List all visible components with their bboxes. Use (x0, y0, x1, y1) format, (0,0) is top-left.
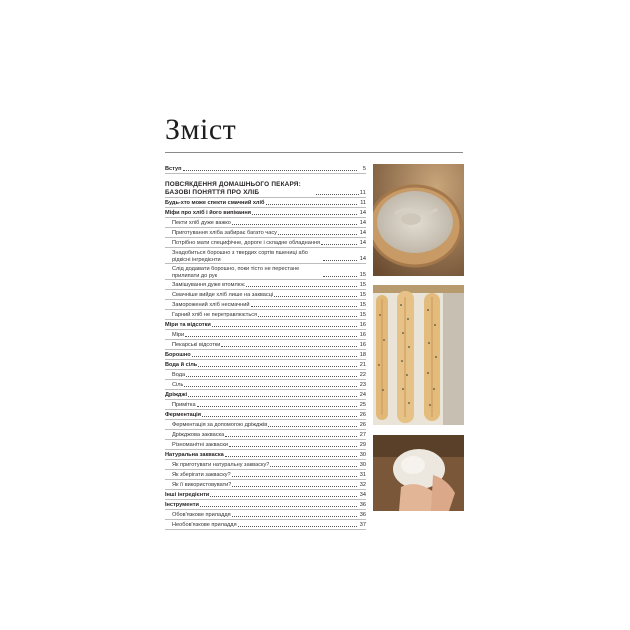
toc-entry-page: 16 (359, 322, 366, 328)
toc-entry[interactable] (165, 330, 366, 340)
toc-entry-page: 26 (359, 422, 366, 428)
leader-dots (268, 426, 357, 427)
toc-part-heading[interactable] (165, 180, 366, 198)
toc-list (165, 198, 366, 530)
toc-entry[interactable] (165, 264, 366, 280)
toc-entry-label: Потрібно мати специфічне, дороге і складне обладнання (172, 240, 321, 246)
toc-entry-label: Будь-хто може спекти смачний хліб (165, 200, 265, 206)
toc-entry-page: 16 (359, 342, 366, 348)
toc-entry[interactable] (165, 350, 366, 360)
toc-entry-label: Інструменти (165, 502, 199, 508)
toc-entry[interactable] (165, 360, 366, 370)
toc-entry-label: Необов'язкове приладдя (172, 522, 237, 528)
toc-entry-page: 15 (359, 292, 366, 298)
leader-dots (192, 356, 357, 357)
toc-entry-label: Дріжджова закваска (172, 432, 225, 438)
toc-entry[interactable] (165, 520, 366, 530)
leader-dots (202, 416, 357, 417)
toc-entry-page: 15 (359, 272, 366, 278)
toc-entry-page: 14 (359, 220, 366, 226)
leader-dots (185, 336, 357, 337)
toc-entry[interactable] (165, 280, 366, 290)
toc-entry-page: 25 (359, 402, 366, 408)
toc-entry-label: Заморожений хліб несмачний (172, 302, 250, 308)
toc-entry[interactable] (165, 208, 366, 218)
toc-entry-label: Пекарські відсотки (172, 342, 221, 348)
toc-entry[interactable] (165, 390, 366, 400)
toc-entry[interactable] (165, 470, 366, 480)
toc-entry-page: 18 (359, 352, 366, 358)
toc-entry[interactable] (165, 320, 366, 330)
toc-entry[interactable] (165, 450, 366, 460)
part-heading-label: ПОВСЯКДЕННЯ ДОМАШНЬОГО ПЕКАРЯ: БАЗОВІ ПОНЯТТЯ ПРО ХЛІБ (165, 181, 301, 196)
toc-entry-label: Дріжджі (165, 392, 187, 398)
toc-entry[interactable] (165, 510, 366, 520)
toc-entry-page: 15 (359, 282, 366, 288)
part-heading-page: 11 (359, 190, 366, 196)
toc-entry-label: Примітка (172, 402, 196, 408)
kneading-dough-photo (373, 435, 464, 511)
toc-entry-page: 21 (359, 362, 366, 368)
toc-entry-label: Інші інгредієнти (165, 492, 210, 498)
toc-entry-page: 36 (359, 512, 366, 518)
leader-dots (225, 456, 357, 457)
toc-entry[interactable] (165, 218, 366, 228)
toc-entry[interactable] (165, 290, 366, 300)
toc-entry-page: 34 (359, 492, 366, 498)
toc-entry[interactable] (165, 460, 366, 470)
toc-entry-page: 14 (359, 230, 366, 236)
leader-dots (200, 506, 357, 507)
leader-dots (266, 204, 358, 205)
toc-entry[interactable] (165, 410, 366, 420)
toc-entry[interactable] (165, 310, 366, 320)
toc-entry-page: 15 (359, 312, 366, 318)
leader-dots (278, 234, 357, 235)
toc-entry-label: Смачніше вийде хліб лише на заквасці (172, 292, 274, 298)
toc-entry-label: Міри та відсотки (165, 322, 211, 328)
toc-entry[interactable] (165, 198, 366, 208)
leader-dots (246, 286, 357, 287)
toc-entry-page: 32 (359, 482, 366, 488)
toc-entry[interactable] (165, 300, 366, 310)
toc-entry[interactable] (165, 228, 366, 238)
leader-dots (198, 366, 357, 367)
leader-dots (323, 260, 357, 261)
leader-dots (251, 306, 358, 307)
toc-entry-label: Замішування дуже втомлює (172, 282, 245, 288)
toc-entry-page: 26 (359, 412, 366, 418)
leader-dots (183, 170, 357, 171)
leader-dots (225, 436, 357, 437)
leader-dots (232, 224, 357, 225)
toc-entry-label: Пекти хліб дуже важко (172, 220, 231, 226)
leader-dots (210, 496, 357, 497)
toc-entry-page: 30 (359, 452, 366, 458)
leader-dots (270, 466, 357, 467)
toc-entry[interactable] (165, 370, 366, 380)
page-title: Зміст (165, 113, 237, 146)
toc-entry-page: 27 (359, 432, 366, 438)
leader-dots (232, 516, 357, 517)
toc-entry-label: Обов'язкове приладдя (172, 512, 231, 518)
toc-entry-label: Міфи про хліб і його випікання (165, 210, 252, 216)
toc-entry-page: 22 (359, 372, 366, 378)
toc-entry-page: 36 (359, 502, 366, 508)
toc-entry-page: 14 (359, 210, 366, 216)
leader-dots (252, 214, 357, 215)
toc-entry[interactable] (165, 420, 366, 430)
toc-entry-label: Слід додавати борошно, поки тісто не перестане прилипати до рук (172, 266, 300, 279)
leader-dots (212, 326, 357, 327)
toc-entry-page: 15 (359, 302, 366, 308)
toc-entry[interactable] (165, 430, 366, 440)
toc-entry-page: 5 (362, 166, 366, 172)
toc-entry-page: 24 (359, 392, 366, 398)
toc-entry[interactable] (165, 400, 366, 410)
toc-entry-intro[interactable] (165, 164, 366, 174)
leader-dots (258, 316, 357, 317)
leader-dots (232, 486, 357, 487)
toc-entry-page: 16 (359, 332, 366, 338)
leader-dots (321, 244, 357, 245)
seeded-breadsticks-photo (373, 285, 464, 425)
leader-dots (221, 346, 357, 347)
title-divider (165, 152, 463, 153)
leader-dots (316, 194, 359, 195)
leader-dots (188, 396, 357, 397)
toc-entry-page: 14 (359, 256, 366, 262)
leader-dots (238, 526, 357, 527)
toc-entry[interactable] (165, 248, 366, 264)
toc-entry[interactable] (165, 238, 366, 248)
toc-entry-page: 31 (359, 472, 366, 478)
toc-entry[interactable] (165, 440, 366, 450)
flour-bowl-photo (373, 164, 464, 276)
toc-entry-page: 23 (359, 382, 366, 388)
toc-entry-page: 14 (359, 240, 366, 246)
toc-entry-label: Як її використовувати? (172, 482, 232, 488)
toc-entry-label: Борошно (165, 352, 191, 358)
toc-entry[interactable] (165, 480, 366, 490)
toc-entry-page: 37 (359, 522, 366, 528)
toc-entry-label: Вода й сіль (165, 362, 198, 368)
toc-entry-label: Різноманітні закваски (172, 442, 228, 448)
toc-entry[interactable] (165, 490, 366, 500)
table-of-contents (165, 164, 366, 530)
toc-entry-label: Міри (172, 332, 185, 338)
toc-entry[interactable] (165, 380, 366, 390)
toc-entry-label: Вода (172, 372, 186, 378)
toc-entry-page: 11 (360, 200, 366, 206)
leader-dots (274, 296, 357, 297)
toc-entry-label: Ферментація (165, 412, 201, 418)
toc-entry-page: 30 (359, 462, 366, 468)
toc-entry-label: Сіль (172, 382, 184, 388)
toc-entry-page: 29 (359, 442, 366, 448)
toc-entry-label: Гарний хліб не перетравлюється (172, 312, 258, 318)
photo-column (373, 164, 464, 511)
toc-entry-label: Як приготувати натуральну закваску? (172, 462, 270, 468)
leader-dots (186, 376, 357, 377)
toc-entry-label: Приготування хліба забирає багато часу (172, 230, 277, 236)
leader-dots (323, 276, 357, 277)
leader-dots (197, 406, 357, 407)
toc-entry-label: Знадобиться борошно з твердих сортів пшениці або рідкісні інгредієнти (172, 250, 308, 263)
leader-dots (229, 446, 357, 447)
toc-entry[interactable] (165, 340, 366, 350)
toc-entry-label: Вступ (165, 166, 182, 172)
toc-entry-label: Як зберігати закваску? (172, 472, 231, 478)
toc-entry-label: Ферментація за допомогою дріжджів (172, 422, 268, 428)
leader-dots (232, 476, 357, 477)
toc-entry-label: Натуральна закваска (165, 452, 224, 458)
toc-entry[interactable] (165, 500, 366, 510)
leader-dots (184, 386, 357, 387)
